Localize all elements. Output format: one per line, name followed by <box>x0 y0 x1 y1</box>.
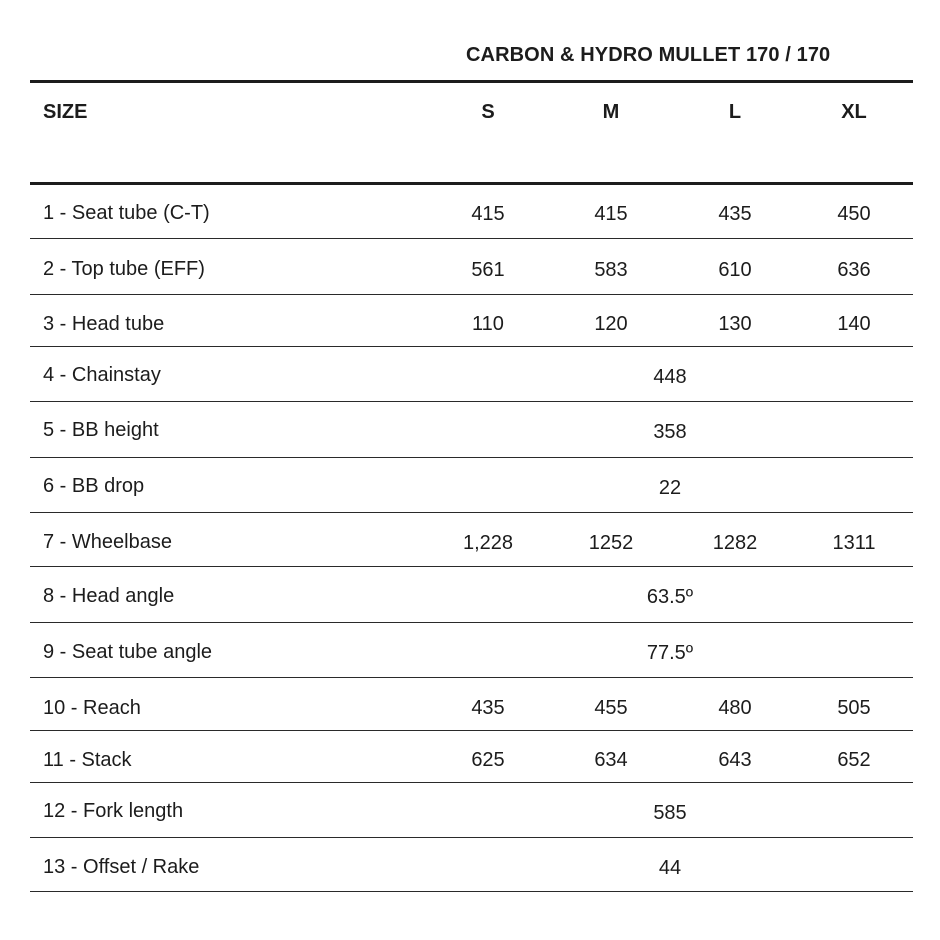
table-row <box>30 513 913 567</box>
table-row <box>30 678 913 732</box>
size-header-xl: XL <box>841 101 867 123</box>
table-row <box>30 458 913 512</box>
row-value-l: 480 <box>718 697 752 719</box>
row-label: 3 - Head tube <box>43 313 165 335</box>
row-label: 8 - Head angle <box>43 585 175 607</box>
row-label: 7 - Wheelbase <box>43 531 172 553</box>
row-value-all-sizes: 358 <box>653 421 687 443</box>
row-label: 10 - Reach <box>43 697 141 719</box>
row-value-all-sizes: 44 <box>658 857 682 879</box>
table-row <box>30 295 913 349</box>
row-value-xl: 1311 <box>832 532 876 554</box>
size-header-row <box>30 98 913 128</box>
row-value-all-sizes: 22 <box>658 477 682 499</box>
table-row <box>30 783 913 837</box>
row-value-s: 561 <box>471 259 505 281</box>
size-header-l: L <box>728 101 742 123</box>
row-value-m: 415 <box>594 203 628 225</box>
table-row <box>30 347 913 401</box>
row-label: 13 - Offset / Rake <box>43 856 200 878</box>
row-value-s: 435 <box>471 697 505 719</box>
row-value-all-sizes: 63.5º <box>646 586 694 608</box>
row-value-l: 435 <box>718 203 752 225</box>
table-row <box>30 402 913 456</box>
row-value-xl: 636 <box>837 259 871 281</box>
row-value-s: 415 <box>471 203 505 225</box>
size-header-label: SIZE <box>43 101 88 123</box>
row-label: 4 - Chainstay <box>43 364 161 386</box>
table-row <box>30 623 913 677</box>
row-label: 1 - Seat tube (C-T) <box>43 202 210 224</box>
table-row <box>30 838 913 892</box>
row-value-xl: 505 <box>837 697 871 719</box>
table-row <box>30 731 913 785</box>
row-value-m: 455 <box>594 697 628 719</box>
table-row <box>30 239 913 293</box>
row-value-all-sizes: 448 <box>653 366 687 388</box>
row-value-xl: 450 <box>837 203 871 225</box>
row-value-l: 610 <box>718 259 752 281</box>
row-value-s: 110 <box>472 313 504 335</box>
row-value-l: 643 <box>718 749 752 771</box>
row-value-m: 1252 <box>588 532 634 554</box>
row-value-xl: 652 <box>837 749 871 771</box>
row-value-l: 1282 <box>712 532 758 554</box>
table-row <box>30 186 913 240</box>
row-value-s: 625 <box>471 749 505 771</box>
size-header-m: M <box>602 101 620 123</box>
size-header-s: S <box>481 101 495 123</box>
header-top-rule <box>30 80 913 83</box>
row-label: 2 - Top tube (EFF) <box>43 258 205 280</box>
row-value-m: 120 <box>594 313 628 335</box>
row-value-xl: 140 <box>837 313 871 335</box>
row-value-all-sizes: 585 <box>653 802 687 824</box>
model-title: CARBON & HYDRO MULLET 170 / 170 <box>466 44 831 66</box>
row-value-l: 130 <box>718 313 752 335</box>
row-label: 12 - Fork length <box>43 800 184 822</box>
row-value-all-sizes: 77.5º <box>646 642 694 664</box>
row-divider <box>30 891 913 892</box>
row-value-m: 634 <box>594 749 628 771</box>
header-bottom-rule <box>30 182 913 185</box>
row-label: 6 - BB drop <box>43 475 145 497</box>
row-value-s: 1,228 <box>462 532 514 554</box>
table-row <box>30 567 913 621</box>
row-label: 11 - Stack <box>43 749 132 771</box>
row-label: 5 - BB height <box>43 419 159 441</box>
row-value-m: 583 <box>594 259 628 281</box>
row-label: 9 - Seat tube angle <box>43 641 213 663</box>
